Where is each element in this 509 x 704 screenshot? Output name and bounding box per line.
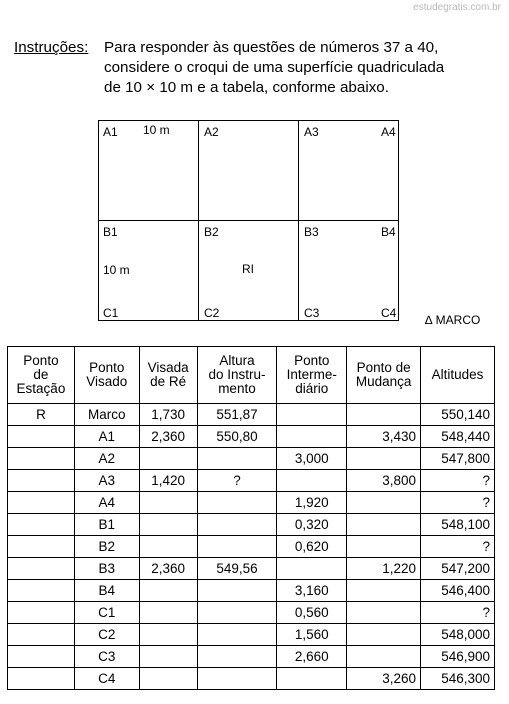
cell-ponto-mudanca: 3,800 [347, 470, 421, 492]
label-a3: A3 [304, 125, 319, 139]
cell-visada-re: 1,730 [139, 404, 197, 426]
table-header-row [8, 347, 495, 404]
cell-altura-instrumento: 551,87 [197, 404, 277, 426]
cell-visada-re [139, 536, 197, 558]
cell-ponto-estacao [8, 492, 75, 514]
cell-altitude: 547,200 [421, 558, 495, 580]
table-row [8, 624, 495, 646]
header-ponto-visado: Ponto Visado [74, 347, 139, 404]
cell-ponto-intermediario [277, 558, 347, 580]
marco-label: ∆ MARCO [425, 313, 481, 327]
label-b2: B2 [204, 225, 219, 239]
cell-ponto-intermediario: 3,160 [277, 580, 347, 602]
cell-altura-instrumento [197, 668, 277, 690]
cell-altitude: 546,400 [421, 580, 495, 602]
label-b1: B1 [103, 225, 118, 239]
cell-ponto-estacao [8, 558, 75, 580]
cell-ponto-intermediario [277, 470, 347, 492]
cell-ponto-mudanca [347, 404, 421, 426]
header-altitudes: Altitudes [421, 347, 495, 404]
label-a1: A1 [103, 125, 118, 139]
table-row [8, 492, 495, 514]
cell-visada-re [139, 514, 197, 536]
cell-visada-re [139, 668, 197, 690]
cell-altitude: 550,140 [421, 404, 495, 426]
header-ponto-intermediario: Ponto Interme- diário [277, 347, 347, 404]
cell-ponto-estacao [8, 514, 75, 536]
header-ponto-mudanca: Ponto de Mudança [347, 347, 421, 404]
label-a2: A2 [204, 125, 219, 139]
label-ri: RI [242, 262, 254, 276]
cell-altitude: 548,440 [421, 426, 495, 448]
table-row [8, 668, 495, 690]
cell-ponto-mudanca [347, 624, 421, 646]
cell-ponto-intermediario [277, 668, 347, 690]
instructions-text [104, 38, 444, 98]
cell-ponto-intermediario: 0,620 [277, 536, 347, 558]
cell-ponto-intermediario: 0,320 [277, 514, 347, 536]
cell-ponto-visado: A1 [74, 426, 139, 448]
label-a4: A4 [381, 125, 396, 139]
grid-sketch [98, 120, 399, 321]
cell-ponto-estacao [8, 602, 75, 624]
cell-altura-instrumento [197, 602, 277, 624]
cell-ponto-mudanca [347, 448, 421, 470]
cell-ponto-mudanca [347, 514, 421, 536]
label-c4: C4 [381, 306, 397, 320]
cell-altura-instrumento [197, 448, 277, 470]
cell-altitude: 546,900 [421, 646, 495, 668]
cell-altura-instrumento: 550,80 [197, 426, 277, 448]
cell-altura-instrumento [197, 492, 277, 514]
table-row [8, 426, 495, 448]
label-b3: B3 [304, 225, 319, 239]
label-c1: C1 [103, 306, 119, 320]
cell-ponto-visado: C2 [74, 624, 139, 646]
header-altura-instrumento: Altura do Instru- mento [197, 347, 277, 404]
cell-ponto-visado: C3 [74, 646, 139, 668]
cell-ponto-intermediario: 3,000 [277, 448, 347, 470]
cell-ponto-intermediario [277, 404, 347, 426]
cell-ponto-estacao [8, 426, 75, 448]
table-row [8, 470, 495, 492]
cell-ponto-estacao [8, 470, 75, 492]
table-row [8, 514, 495, 536]
cell-ponto-visado: B4 [74, 580, 139, 602]
cell-visada-re [139, 492, 197, 514]
cell-visada-re [139, 448, 197, 470]
instructions-label: Instruções: [14, 39, 89, 56]
cell-ponto-visado: B1 [74, 514, 139, 536]
cell-visada-re [139, 602, 197, 624]
cell-visada-re: 2,360 [139, 426, 197, 448]
cell-visada-re [139, 580, 197, 602]
table-row [8, 448, 495, 470]
watermark: estudegratis.com.br [413, 2, 501, 13]
cell-ponto-estacao [8, 448, 75, 470]
cell-ponto-mudanca [347, 602, 421, 624]
cell-ponto-estacao [8, 536, 75, 558]
cell-altitude: 546,300 [421, 668, 495, 690]
instructions-line: Para responder às questões de números 37 a 40, [104, 39, 439, 56]
cell-ponto-visado: C4 [74, 668, 139, 690]
cell-ponto-intermediario [277, 426, 347, 448]
table-row [8, 558, 495, 580]
cell-ponto-estacao [8, 646, 75, 668]
cell-altitude: 548,100 [421, 514, 495, 536]
header-ponto-estacao: Ponto de Estação [8, 347, 75, 404]
cell-altitude: ? [421, 470, 495, 492]
cell-visada-re: 2,360 [139, 558, 197, 580]
cell-ponto-mudanca: 3,430 [347, 426, 421, 448]
cell-ponto-visado: B3 [74, 558, 139, 580]
cell-altura-instrumento [197, 514, 277, 536]
cell-ponto-intermediario: 2,660 [277, 646, 347, 668]
cell-ponto-visado: Marco [74, 404, 139, 426]
cell-ponto-estacao [8, 624, 75, 646]
cell-altura-instrumento [197, 536, 277, 558]
instructions-line: considere o croqui de uma superfície quadriculada [104, 59, 445, 76]
cell-ponto-mudanca: 3,260 [347, 668, 421, 690]
cell-altitude: ? [421, 602, 495, 624]
cell-visada-re [139, 624, 197, 646]
cell-altitude: ? [421, 492, 495, 514]
leveling-table [7, 346, 495, 690]
cell-ponto-mudanca [347, 580, 421, 602]
cell-ponto-visado: A3 [74, 470, 139, 492]
cell-altitude: 548,000 [421, 624, 495, 646]
cell-ponto-estacao [8, 580, 75, 602]
cell-visada-re [139, 646, 197, 668]
header-visada-re: Visada de Ré [139, 347, 197, 404]
cell-ponto-intermediario: 0,560 [277, 602, 347, 624]
cell-ponto-mudanca [347, 492, 421, 514]
cell-altura-instrumento: 549,56 [197, 558, 277, 580]
cell-altura-instrumento [197, 646, 277, 668]
cell-visada-re: 1,420 [139, 470, 197, 492]
cell-ponto-visado: B2 [74, 536, 139, 558]
instructions-line: de 10 × 10 m e a tabela, conforme abaixo. [104, 79, 389, 96]
cell-altura-instrumento: ? [197, 470, 277, 492]
dimension-left: 10 m [103, 263, 130, 277]
cell-ponto-visado: A2 [74, 448, 139, 470]
cell-ponto-visado: A4 [74, 492, 139, 514]
cell-altura-instrumento [197, 580, 277, 602]
cell-ponto-mudanca [347, 536, 421, 558]
cell-ponto-estacao: R [8, 404, 75, 426]
table-row [8, 602, 495, 624]
cell-ponto-estacao [8, 668, 75, 690]
cell-altitude: 547,800 [421, 448, 495, 470]
table-row [8, 580, 495, 602]
cell-ponto-intermediario: 1,560 [277, 624, 347, 646]
cell-ponto-mudanca [347, 646, 421, 668]
table-row [8, 646, 495, 668]
cell-ponto-intermediario: 1,920 [277, 492, 347, 514]
cell-ponto-mudanca: 1,220 [347, 558, 421, 580]
cell-altura-instrumento [197, 624, 277, 646]
label-c2: C2 [204, 306, 220, 320]
label-b4: B4 [381, 225, 396, 239]
table-row [8, 404, 495, 426]
cell-ponto-visado: C1 [74, 602, 139, 624]
table-row [8, 536, 495, 558]
cell-altitude: ? [421, 536, 495, 558]
label-c3: C3 [304, 306, 320, 320]
dimension-top: 10 m [143, 123, 170, 137]
